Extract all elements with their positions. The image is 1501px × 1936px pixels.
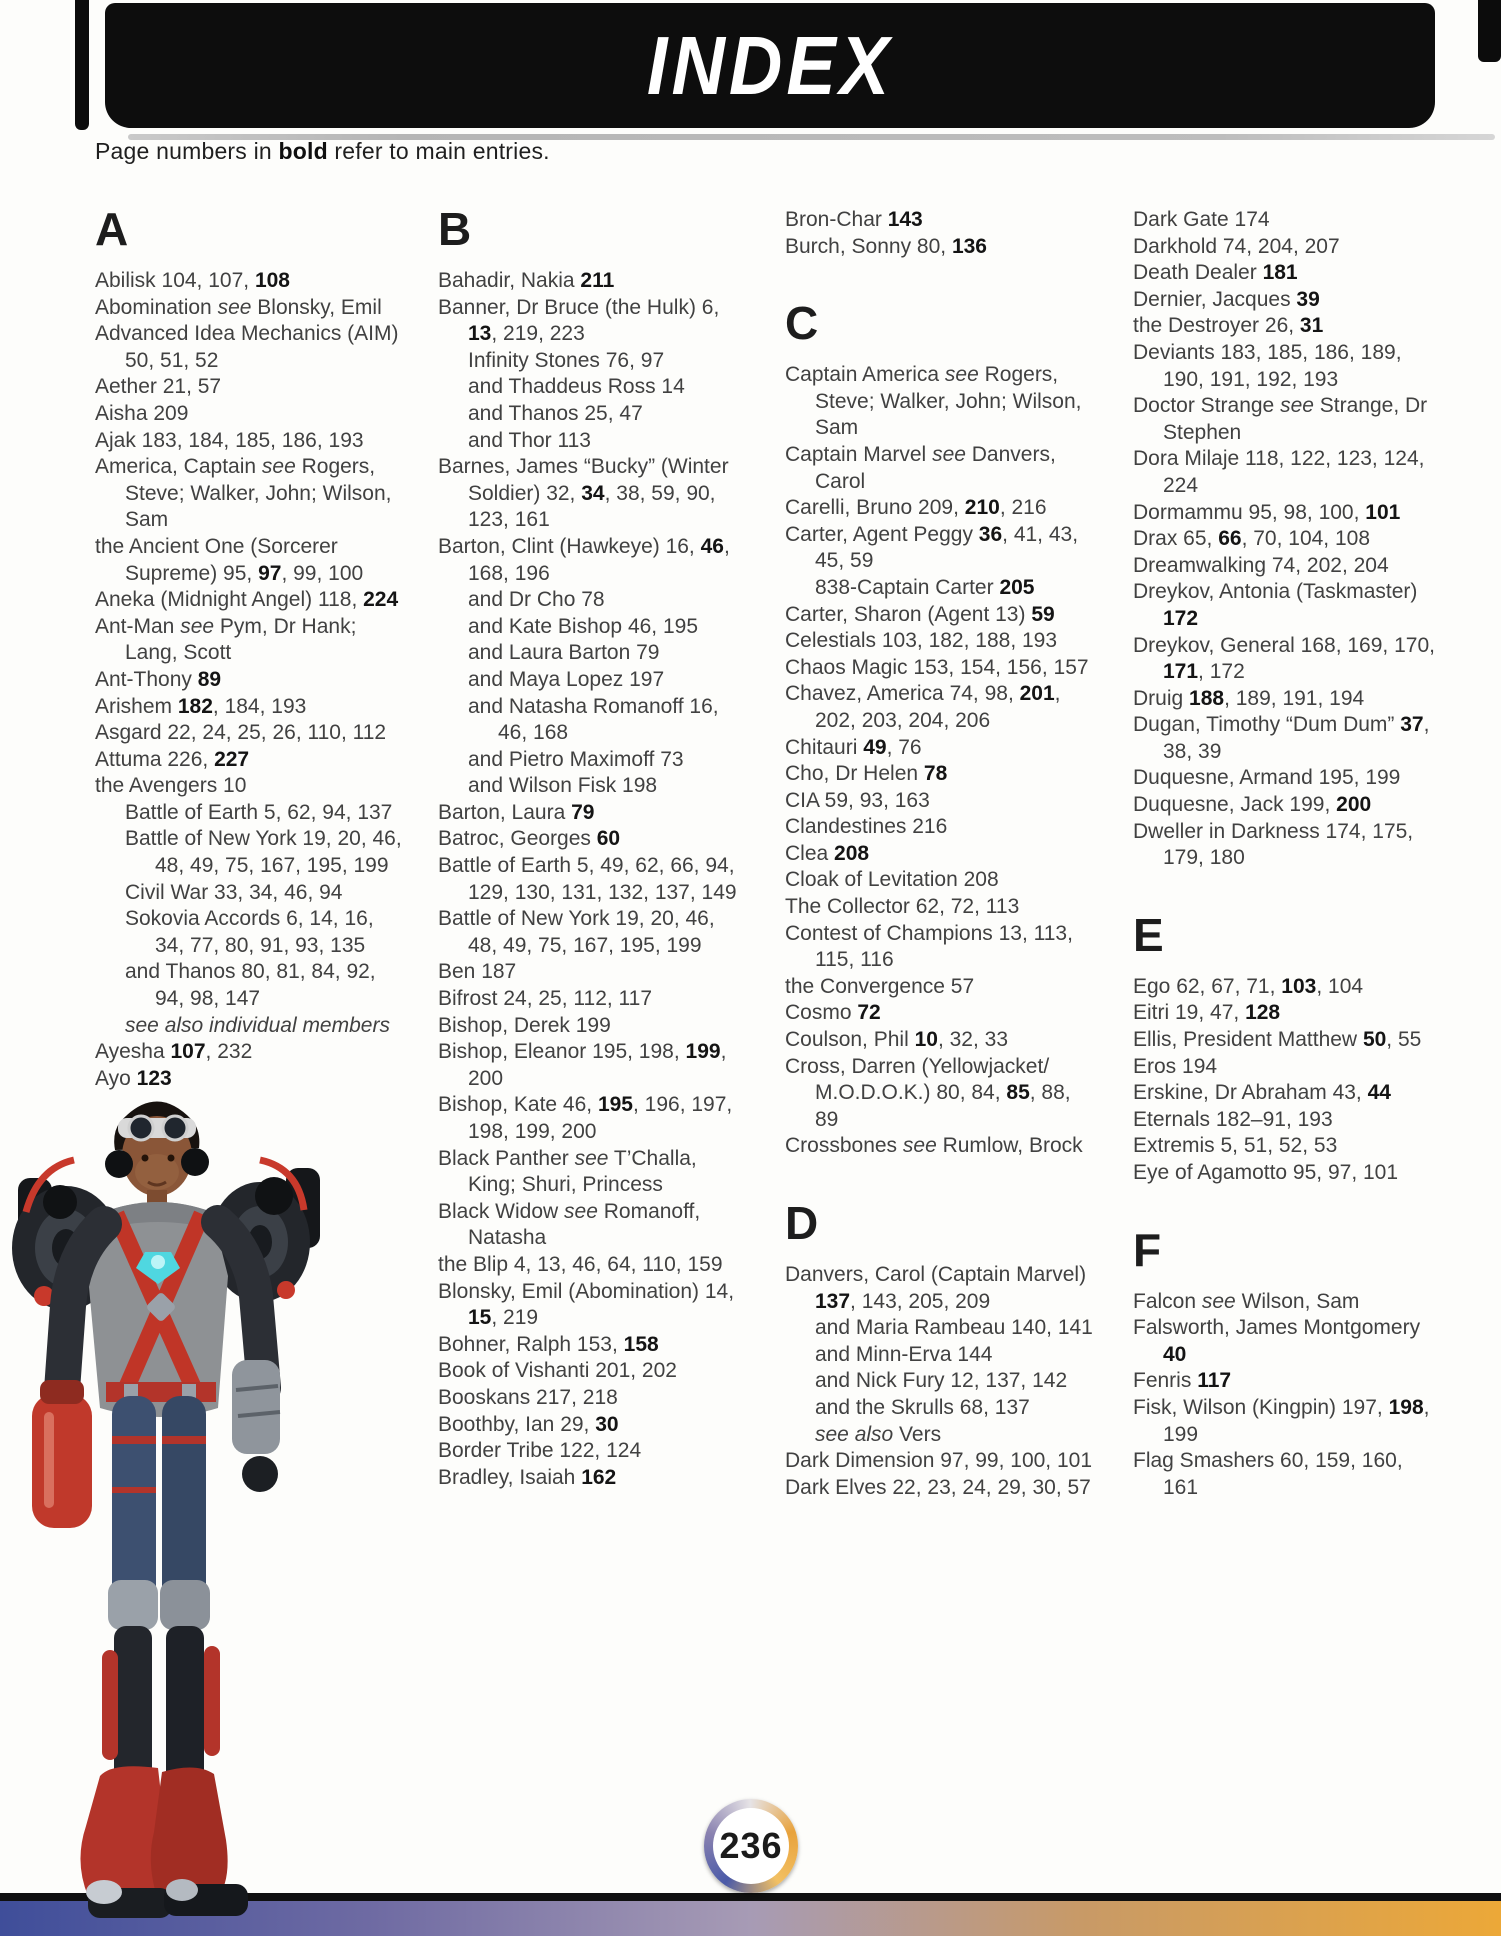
index-entry: Duquesne, Armand 195, 199 bbox=[1133, 766, 1401, 790]
index-entry: Falsworth, James Montgomery 40 bbox=[1133, 1316, 1421, 1366]
index-entry: Ben 187 bbox=[438, 960, 517, 984]
index-entry: Ant-Man see Pym, Dr Hank; Lang, Scott bbox=[95, 614, 357, 665]
index-entry: Captain Marvel see Danvers, Carol bbox=[785, 442, 1056, 493]
index-entry: Chaos Magic 153, 154, 156, 157 bbox=[785, 655, 1089, 679]
index-entry: Aisha 209 bbox=[95, 401, 189, 425]
index-entry: Attuma 226, 227 bbox=[95, 747, 250, 771]
index-entry: Bron-Char 143 bbox=[785, 208, 923, 231]
section-letter-B: B bbox=[438, 203, 472, 255]
index-entry: Death Dealer 181 bbox=[1133, 261, 1298, 285]
index-entry: Aneka (Midnight Angel) 118, 224 bbox=[95, 588, 399, 612]
index-entry: Infinity Stones 76, 97 bbox=[468, 348, 665, 372]
index-entry: Chitauri 49, 76 bbox=[785, 735, 922, 759]
section-letter-E: E bbox=[1133, 908, 1164, 961]
index-entry: Falcon see Wilson, Sam bbox=[1133, 1289, 1360, 1313]
index-entry: Drax 65, 66, 70, 104, 108 bbox=[1133, 527, 1371, 551]
index-banner bbox=[105, 3, 1435, 128]
index-entry: Bahadir, Nakia 211 bbox=[438, 269, 615, 292]
index-entry: Contest of Champions 13, 113, 115, 116 bbox=[785, 921, 1073, 972]
index-entry: Carter, Sharon (Agent 13) 59 bbox=[785, 602, 1055, 626]
index-entry: Bishop, Eleanor 195, 198, 199, 200 bbox=[438, 1040, 727, 1090]
index-entry: and Natasha Romanoff 16, 46, 168 bbox=[468, 694, 719, 745]
index-entry: Dreykov, Antonia (Taskmaster) 172 bbox=[1133, 580, 1418, 630]
index-entry: Dernier, Jacques 39 bbox=[1133, 287, 1320, 311]
index-entry: Cho, Dr Helen 78 bbox=[785, 762, 948, 786]
index-entry: Erskine, Dr Abraham 43, 44 bbox=[1133, 1081, 1391, 1105]
index-entry: the Convergence 57 bbox=[785, 974, 975, 998]
index-entry: Druig 188, 189, 191, 194 bbox=[1133, 686, 1365, 710]
page-title: INDEX bbox=[646, 19, 894, 112]
index-entry: Bradley, Isaiah 162 bbox=[438, 1465, 617, 1489]
index-entry: Civil War 33, 34, 46, 94 bbox=[125, 880, 343, 904]
index-entry: Bohner, Ralph 153, 158 bbox=[438, 1332, 659, 1356]
index-entry: and Thanos 80, 81, 84, 92, 94, 98, 147 bbox=[125, 960, 376, 1011]
index-entry: Dark Gate 174 bbox=[1133, 208, 1270, 231]
index-entry: The Collector 62, 72, 113 bbox=[785, 895, 1020, 919]
index-entry: Eitri 19, 47, 128 bbox=[1133, 1001, 1281, 1025]
index-entry: Celestials 103, 182, 188, 193 bbox=[785, 629, 1058, 653]
index-entry: Dormammu 95, 98, 100, 101 bbox=[1133, 500, 1401, 524]
index-entry: Clandestines 216 bbox=[785, 815, 948, 839]
index-entry: Captain America see Rogers, Steve; Walker, John; Wilson, Sam bbox=[785, 363, 1082, 440]
index-entry: see also individual members bbox=[125, 1013, 390, 1037]
index-entry: and Wilson Fisk 198 bbox=[468, 774, 658, 798]
character-photo-ironheart bbox=[4, 1060, 338, 1936]
index-entry: Flag Smashers 60, 159, 160, 161 bbox=[1133, 1449, 1403, 1499]
index-entry: Deviants 183, 185, 186, 189, 190, 191, 192, 193 bbox=[1133, 340, 1402, 391]
index-entry: Crossbones see Rumlow, Brock bbox=[785, 1134, 1083, 1158]
index-entry: Dreamwalking 74, 202, 204 bbox=[1133, 553, 1389, 577]
index-entry: Abilisk 104, 107, 108 bbox=[95, 269, 290, 292]
index-entry: the Ancient One (Sorcerer Supreme) 95, 97, 99, 100 bbox=[95, 534, 364, 585]
legs bbox=[80, 1396, 248, 1918]
index-entry: and Pietro Maximoff 73 bbox=[468, 747, 684, 771]
index-entry: Dark Dimension 97, 99, 100, 101 bbox=[785, 1449, 1093, 1473]
index-entry: Bishop, Derek 199 bbox=[438, 1013, 611, 1037]
index-entry: Barnes, James “Bucky” (Winter Soldier) 32, 34, 38, 59, 90, 123, 161 bbox=[438, 455, 729, 532]
index-entry: America, Captain see Rogers, Steve; Walker, John; Wilson, Sam bbox=[95, 455, 392, 532]
index-entry: Danvers, Carol (Captain Marvel) 137, 143, 205, 209 bbox=[785, 1263, 1087, 1313]
index-entry: Fisk, Wilson (Kingpin) 197, 198, 199 bbox=[1133, 1395, 1430, 1446]
index-entry: and Minn-Erva 144 bbox=[815, 1342, 993, 1366]
index-entry: Clea 208 bbox=[785, 841, 870, 865]
index-entry: CIA 59, 93, 163 bbox=[785, 788, 930, 812]
section-letter-A: A bbox=[95, 203, 129, 255]
intro-pre: Page numbers in bbox=[95, 138, 279, 164]
section-letter-C: C bbox=[785, 297, 819, 350]
index-entry: Battle of Earth 5, 49, 62, 66, 94, 129, 130, 131, 132, 137, 149 bbox=[438, 854, 737, 904]
intro-post: refer to main entries. bbox=[327, 138, 550, 164]
index-entry: Dugan, Timothy “Dum Dum” 37, 38, 39 bbox=[1133, 713, 1430, 763]
index-entry: Battle of New York 19, 20, 46, 48, 49, 75, 167, 195, 199 bbox=[125, 827, 402, 878]
index-entry: Ayesha 107, 232 bbox=[95, 1040, 253, 1064]
section-letter-D: D bbox=[785, 1197, 819, 1249]
index-entry: and Maria Rambeau 140, 141 bbox=[815, 1316, 1093, 1340]
index-column-1 bbox=[95, 200, 403, 1092]
index-entry: Duquesne, Jack 199, 200 bbox=[1133, 793, 1372, 817]
index-entry: Extremis 5, 51, 52, 53 bbox=[1133, 1134, 1338, 1158]
index-entry: Dora Milaje 118, 122, 123, 124, 224 bbox=[1133, 447, 1425, 497]
index-entry: Coulson, Phil 10, 32, 33 bbox=[785, 1028, 1008, 1052]
index-entry: Arishem 182, 184, 193 bbox=[95, 694, 307, 718]
index-entry: Aether 21, 57 bbox=[95, 375, 222, 399]
index-entry: Carter, Agent Peggy 36, 41, 43, 45, 59 bbox=[785, 522, 1079, 573]
index-entry: and the Skrulls 68, 137 bbox=[815, 1395, 1030, 1419]
index-entry: Abomination see Blonsky, Emil bbox=[95, 295, 382, 319]
index-entry: Advanced Idea Mechanics (AIM) 50, 51, 52 bbox=[95, 322, 399, 372]
intro-bold-word: bold bbox=[278, 138, 328, 164]
corner-sliver-left bbox=[75, 0, 89, 130]
index-entry: Ego 62, 67, 71, 103, 104 bbox=[1133, 974, 1364, 998]
index-entry: Blonsky, Emil (Abomination) 14, 15, 219 bbox=[438, 1279, 735, 1330]
index-entry: Cloak of Levitation 208 bbox=[785, 868, 999, 892]
index-entry: Burch, Sonny 80, 136 bbox=[785, 234, 987, 258]
index-entry: Sokovia Accords 6, 14, 16, 34, 77, 80, 91, 93, 135 bbox=[125, 907, 374, 957]
index-entry: Dark Elves 22, 23, 24, 29, 30, 57 bbox=[785, 1475, 1091, 1499]
index-entry: Black Widow see Romanoff, Natasha bbox=[438, 1199, 701, 1250]
index-entry: Asgard 22, 24, 25, 26, 110, 112 bbox=[95, 721, 387, 745]
index-entry: Eye of Agamotto 95, 97, 101 bbox=[1133, 1161, 1399, 1184]
index-entry: Ant-Thony 89 bbox=[95, 667, 222, 691]
index-entry: Fenris 117 bbox=[1133, 1369, 1232, 1393]
index-entry: Boothby, Ian 29, 30 bbox=[438, 1412, 619, 1436]
index-entry: and Maya Lopez 197 bbox=[468, 667, 665, 691]
index-entry: the Destroyer 26, 31 bbox=[1133, 314, 1324, 338]
index-entry: Batroc, Georges 60 bbox=[438, 827, 621, 851]
index-entry: Book of Vishanti 201, 202 bbox=[438, 1359, 677, 1383]
index-entry: Darkhold 74, 204, 207 bbox=[1133, 234, 1340, 258]
index-entry: Booskans 217, 218 bbox=[438, 1385, 618, 1409]
index-entry: Dweller in Darkness 174, 175, 179, 180 bbox=[1133, 819, 1414, 870]
index-entry: and Thaddeus Ross 14 bbox=[468, 375, 685, 399]
index-entry: the Blip 4, 13, 46, 64, 110, 159 bbox=[438, 1252, 723, 1276]
index-entry: Eternals 182–91, 193 bbox=[1133, 1107, 1333, 1131]
index-entry: Eros 194 bbox=[1133, 1054, 1218, 1078]
index-entry: Carelli, Bruno 209, 210, 216 bbox=[785, 496, 1047, 520]
index-column-3 bbox=[785, 207, 1093, 1501]
index-entry: and Kate Bishop 46, 195 bbox=[468, 614, 699, 638]
section-letter-F: F bbox=[1133, 1223, 1162, 1276]
index-entry: Battle of New York 19, 20, 46, 48, 49, 75, 167, 195, 199 bbox=[438, 907, 715, 957]
index-entry: Black Panther see T’Challa, King; Shuri, Princess bbox=[438, 1146, 697, 1197]
index-entry: Banner, Dr Bruce (the Hulk) 6, 13, 219, 223 bbox=[438, 295, 720, 346]
index-entry: and Nick Fury 12, 137, 142 bbox=[815, 1369, 1068, 1393]
head bbox=[105, 1101, 209, 1206]
index-entry: 838-Captain Carter 205 bbox=[815, 575, 1035, 599]
index-entry: Barton, Laura 79 bbox=[438, 800, 595, 824]
page-number-badge bbox=[704, 1799, 798, 1893]
index-entry: Dreykov, General 168, 169, 170, 171, 172 bbox=[1133, 633, 1435, 684]
index-column-4 bbox=[1133, 207, 1441, 1501]
index-entry: Ajak 183, 184, 185, 186, 193 bbox=[95, 428, 364, 452]
index-entry: and Thanos 25, 47 bbox=[468, 401, 643, 425]
index-entry: the Avengers 10 bbox=[95, 774, 247, 798]
index-entry: Border Tribe 122, 124 bbox=[438, 1439, 642, 1463]
page-number: 236 bbox=[713, 1808, 789, 1884]
intro-note bbox=[95, 138, 550, 165]
index-entry: Battle of Earth 5, 62, 94, 137 bbox=[125, 800, 393, 824]
index-entry: Chavez, America 74, 98, 201, 202, 203, 204, 206 bbox=[785, 682, 1061, 732]
index-entry: Cross, Darren (Yellowjacket/ M.O.D.O.K.) 80, 84, 85, 88, 89 bbox=[785, 1054, 1071, 1131]
index-entry: Bifrost 24, 25, 112, 117 bbox=[438, 987, 653, 1011]
index-column-2 bbox=[438, 200, 746, 1491]
index-entry: Doctor Strange see Strange, Dr Stephen bbox=[1133, 394, 1428, 444]
index-entry: Cosmo 72 bbox=[785, 1001, 881, 1025]
index-entry: and Laura Barton 79 bbox=[468, 641, 660, 665]
index-entry: and Dr Cho 78 bbox=[468, 588, 605, 612]
index-entry: and Thor 113 bbox=[468, 428, 591, 452]
index-entry: Ayo 123 bbox=[95, 1066, 172, 1090]
index-entry: Barton, Clint (Hawkeye) 16, 46, 168, 196 bbox=[438, 534, 730, 585]
corner-sliver-right bbox=[1478, 0, 1501, 62]
index-entry: see also Vers bbox=[815, 1422, 942, 1446]
index-entry: Ellis, President Matthew 50, 55 bbox=[1133, 1028, 1422, 1052]
index-entry: Bishop, Kate 46, 195, 196, 197, 198, 199, 200 bbox=[438, 1093, 733, 1143]
